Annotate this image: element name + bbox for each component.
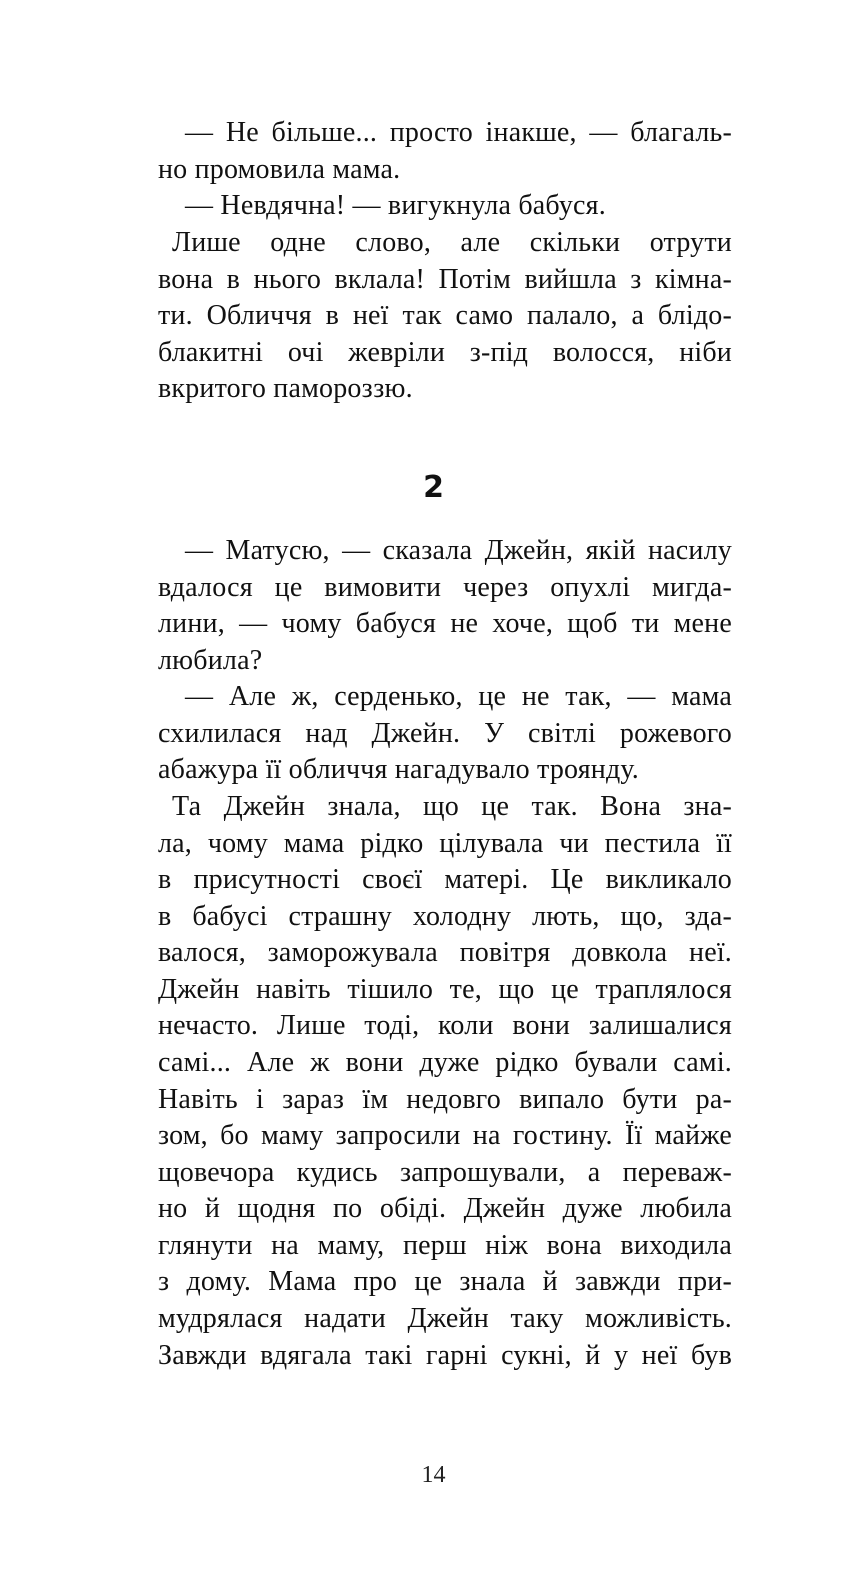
text-line: — Невдячна! — вигукнула бабуся.	[185, 190, 606, 221]
text-line: з дому. Мама про це знала й завжди при-	[158, 1266, 732, 1297]
page-number: 14	[421, 1462, 446, 1488]
text-line: — Не більше... просто інакше, — благаль-	[185, 117, 732, 148]
text-line: вона в нього вклала! Потім вийшла з кімна-	[158, 264, 732, 295]
text-line: вдалося це вимовити через опухлі мигда-	[158, 572, 732, 603]
text-line: Лише одне слово, але скільки отрути	[172, 227, 732, 258]
text-line: зом, бо маму запросили на гостину. Її майже	[158, 1120, 732, 1151]
text-line: щовечора кудись запрошували, а переваж-	[158, 1157, 732, 1188]
text-line: Та Джейн знала, що це так. Вона зна-	[172, 791, 732, 822]
text-line: нечасто. Лише тоді, коли вони залишалися	[158, 1010, 732, 1041]
text-line: глянути на маму, перш ніж вона виходила	[158, 1230, 732, 1261]
text-line: но промовила мама.	[158, 154, 401, 185]
text-line: схилилася над Джейн. У світлі рожевого	[158, 718, 732, 749]
text-line: валося, заморожувала повітря довкола неї.	[158, 937, 732, 968]
text-line: — Але ж, серденько, це не так, — мама	[185, 681, 732, 712]
text-line: — Матусю, — сказала Джейн, якій насилу	[185, 535, 732, 566]
text-line: Джейн навіть тішило те, що це траплялося	[158, 974, 732, 1005]
text-line: ти. Обличчя в неї так само палало, а блідо-	[158, 300, 732, 331]
text-line: лини, — чому бабуся не хоче, щоб ти мене	[158, 608, 732, 639]
text-line: ла, чому мама рідко цілувала чи пестила її	[158, 828, 732, 859]
text-line: Завжди вдягала такі гарні сукні, й у неї був	[158, 1340, 732, 1371]
text-line: вкритого памороззю.	[158, 373, 413, 404]
text-line: абажура її обличчя нагадувало троянду.	[158, 754, 640, 785]
chapter-number: 2	[423, 470, 444, 505]
text-line: самі... Але ж вони дуже рідко бували самі.	[158, 1047, 732, 1078]
text-line: блакитні очі жевріли з-під волосся, ніби	[158, 337, 732, 368]
text-line: мудрялася надати Джейн таку можливість.	[158, 1303, 732, 1334]
text-line: в бабусі страшну холодну лють, що, зда-	[158, 901, 732, 932]
text-line: но й щодня по обіді. Джейн дуже любила	[158, 1193, 732, 1224]
text-line: в присутності своєї матері. Це викликало	[158, 864, 732, 895]
text-line: Навіть і зараз їм недовго випало бути ра-	[158, 1084, 732, 1115]
text-line: любила?	[158, 645, 263, 676]
